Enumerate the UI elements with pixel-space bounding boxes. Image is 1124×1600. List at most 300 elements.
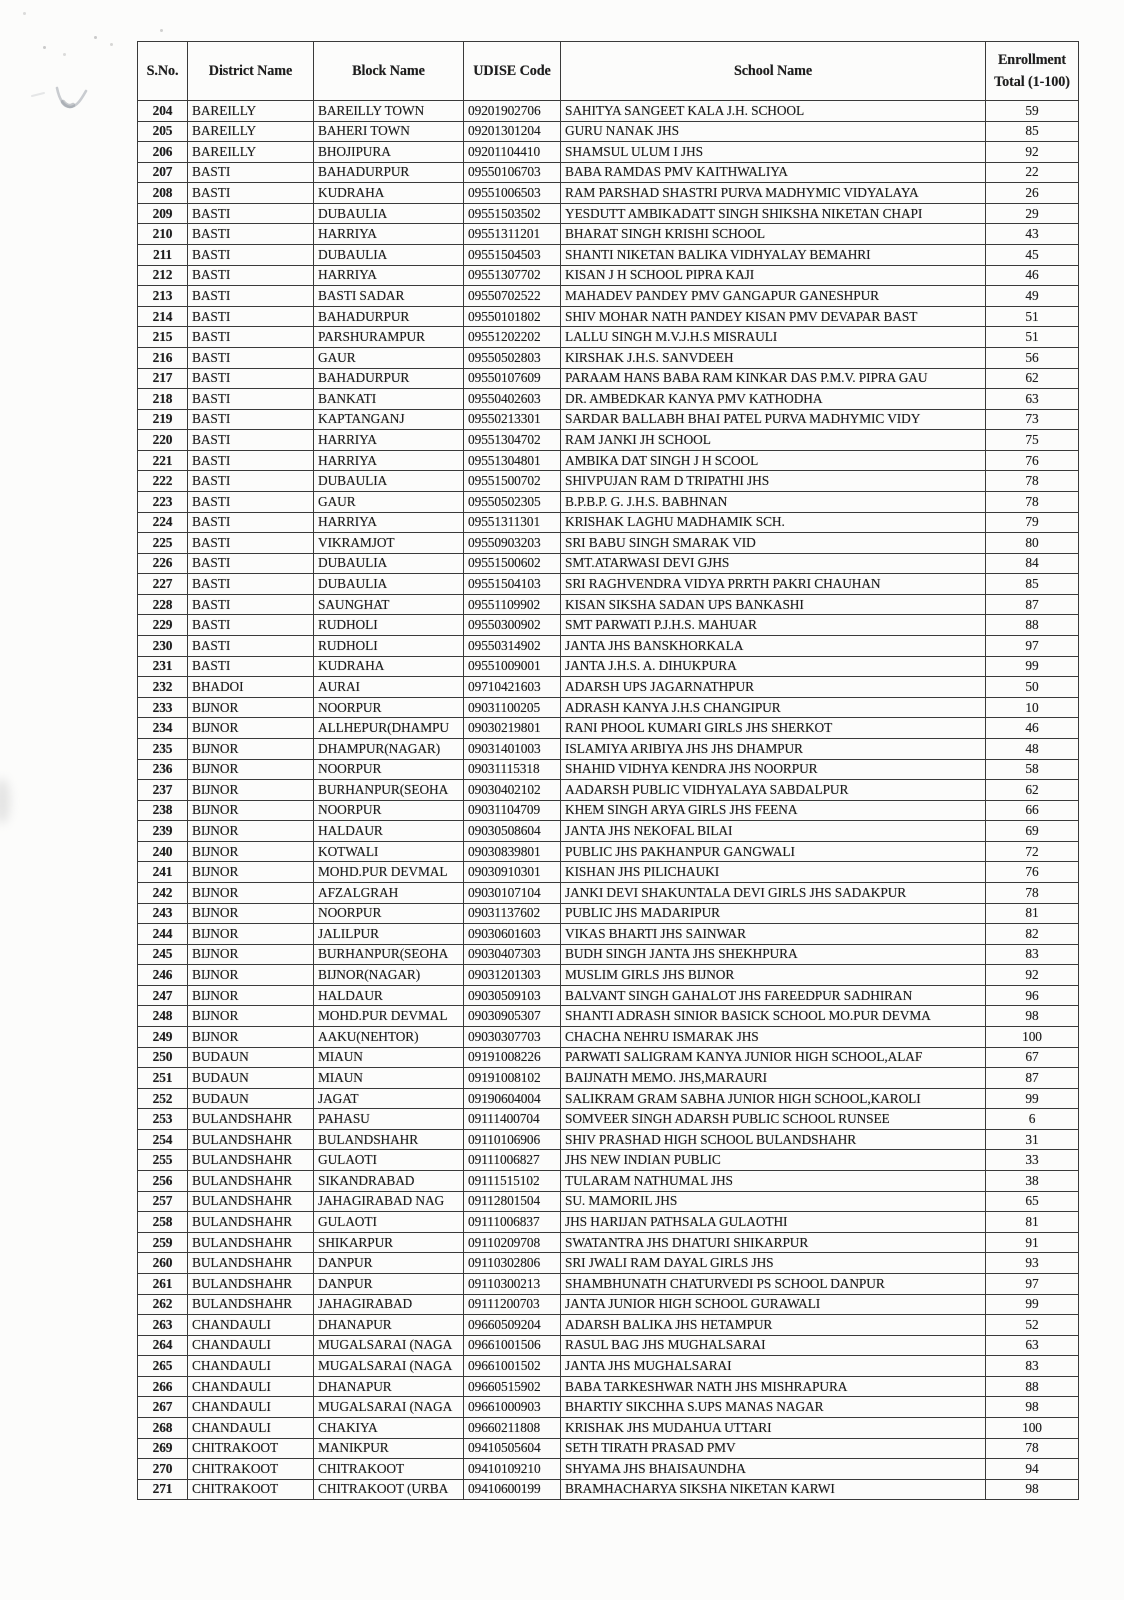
- cell-udise: 09551500602: [464, 553, 561, 574]
- cell-school: SOMVEER SINGH ADARSH PUBLIC SCHOOL RUNSEE: [561, 1109, 986, 1130]
- cell-block: HARRIYA: [314, 450, 464, 471]
- cell-enrollment: 33: [986, 1150, 1079, 1171]
- table-row: [138, 533, 1079, 554]
- table-row: [138, 574, 1079, 595]
- cell-block: DUBAULIA: [314, 574, 464, 595]
- cell-enrollment: 85: [986, 574, 1079, 595]
- table-row: [138, 1315, 1079, 1336]
- cell-enrollment: 75: [986, 430, 1079, 451]
- cell-district: BUDAUN: [188, 1088, 314, 1109]
- cell-sno: 212: [138, 265, 188, 286]
- cell-enrollment: 52: [986, 1315, 1079, 1336]
- cell-school: SHIV MOHAR NATH PANDEY KISAN PMV DEVAPAR BAST: [561, 306, 986, 327]
- table-row: [138, 121, 1079, 142]
- cell-enrollment: 6: [986, 1109, 1079, 1130]
- cell-block: PARSHURAMPUR: [314, 327, 464, 348]
- cell-school: JANKI DEVI SHAKUNTALA DEVI GIRLS JHS SADAKPUR: [561, 882, 986, 903]
- cell-sno: 229: [138, 615, 188, 636]
- cell-enrollment: 50: [986, 677, 1079, 698]
- cell-udise: 09550502305: [464, 491, 561, 512]
- cell-school: SRI JWALI RAM DAYAL GIRLS JHS: [561, 1253, 986, 1274]
- cell-sno: 236: [138, 759, 188, 780]
- cell-school: PUBLIC JHS MADARIPUR: [561, 903, 986, 924]
- cell-district: BASTI: [188, 491, 314, 512]
- cell-district: BIJNOR: [188, 841, 314, 862]
- cell-enrollment: 67: [986, 1047, 1079, 1068]
- cell-school: ADARSH BALIKA JHS HETAMPUR: [561, 1315, 986, 1336]
- cell-enrollment: 80: [986, 533, 1079, 554]
- cell-district: BASTI: [188, 265, 314, 286]
- header-row: [138, 42, 1079, 101]
- cell-block: NOORPUR: [314, 697, 464, 718]
- cell-sno: 221: [138, 450, 188, 471]
- cell-enrollment: 98: [986, 1479, 1079, 1500]
- cell-block: DHAMPUR(NAGAR): [314, 738, 464, 759]
- cell-udise: 09550101802: [464, 306, 561, 327]
- cell-sno: 227: [138, 574, 188, 595]
- cell-enrollment: 43: [986, 224, 1079, 245]
- cell-block: BURHANPUR(SEOHA: [314, 780, 464, 801]
- scan-edge-smudge: [0, 778, 10, 824]
- cell-school: PARWATI SALIGRAM KANYA JUNIOR HIGH SCHOOL,ALAF: [561, 1047, 986, 1068]
- cell-udise: 09550502803: [464, 347, 561, 368]
- cell-sno: 231: [138, 656, 188, 677]
- cell-block: CHITRAKOOT (URBA: [314, 1479, 464, 1500]
- cell-block: CHAKIYA: [314, 1418, 464, 1439]
- cell-school: SARDAR BALLABH BHAI PATEL PURVA MADHYMIC VIDY: [561, 409, 986, 430]
- table-header: [138, 42, 1079, 101]
- scan-speck: [63, 53, 66, 56]
- cell-block: BAHADURPUR: [314, 162, 464, 183]
- cell-enrollment: 65: [986, 1191, 1079, 1212]
- cell-district: BIJNOR: [188, 718, 314, 739]
- table-row: [138, 265, 1079, 286]
- cell-school: SRI RAGHVENDRA VIDYA PRRTH PAKRI CHAUHAN: [561, 574, 986, 595]
- cell-enrollment: 99: [986, 1088, 1079, 1109]
- cell-udise: 09112801504: [464, 1191, 561, 1212]
- cell-sno: 232: [138, 677, 188, 698]
- cell-udise: 09550300902: [464, 615, 561, 636]
- table-row: [138, 409, 1079, 430]
- cell-district: BASTI: [188, 327, 314, 348]
- cell-district: BASTI: [188, 533, 314, 554]
- table-row: [138, 759, 1079, 780]
- cell-sno: 222: [138, 471, 188, 492]
- cell-school: JANTA J.H.S. A. DIHUKPURA: [561, 656, 986, 677]
- cell-district: BIJNOR: [188, 985, 314, 1006]
- cell-sno: 209: [138, 203, 188, 224]
- cell-school: SHAMSUL ULUM I JHS: [561, 142, 986, 163]
- cell-enrollment: 46: [986, 718, 1079, 739]
- cell-sno: 254: [138, 1129, 188, 1150]
- table-row: [138, 1397, 1079, 1418]
- cell-district: BIJNOR: [188, 759, 314, 780]
- cell-district: BASTI: [188, 286, 314, 307]
- cell-school: BAIJNATH MEMO. JHS,MARAURI: [561, 1068, 986, 1089]
- table-row: [138, 306, 1079, 327]
- cell-enrollment: 100: [986, 1418, 1079, 1439]
- cell-district: BASTI: [188, 636, 314, 657]
- cell-district: BIJNOR: [188, 780, 314, 801]
- table-row: [138, 1027, 1079, 1048]
- cell-sno: 262: [138, 1294, 188, 1315]
- cell-sno: 225: [138, 533, 188, 554]
- cell-school: AADARSH PUBLIC VIDHYALAYA SABDALPUR: [561, 780, 986, 801]
- cell-enrollment: 83: [986, 944, 1079, 965]
- cell-school: KISAN J H SCHOOL PIPRA KAJI: [561, 265, 986, 286]
- cell-district: BULANDSHAHR: [188, 1253, 314, 1274]
- cell-enrollment: 99: [986, 1294, 1079, 1315]
- cell-udise: 09111400704: [464, 1109, 561, 1130]
- cell-school: RASUL BAG JHS MUGHALSARAI: [561, 1335, 986, 1356]
- cell-enrollment: 38: [986, 1171, 1079, 1192]
- cell-school: SHIVPUJAN RAM D TRIPATHI JHS: [561, 471, 986, 492]
- cell-district: BASTI: [188, 553, 314, 574]
- cell-sno: 248: [138, 1006, 188, 1027]
- cell-udise: 09550106703: [464, 162, 561, 183]
- cell-udise: 09030509103: [464, 985, 561, 1006]
- cell-district: BIJNOR: [188, 821, 314, 842]
- col-header-udise: UDISE Code: [464, 42, 561, 101]
- cell-sno: 264: [138, 1335, 188, 1356]
- cell-school: KISAN SIKSHA SADAN UPS BANKASHI: [561, 594, 986, 615]
- cell-udise: 09030219801: [464, 718, 561, 739]
- cell-udise: 09110209708: [464, 1232, 561, 1253]
- table-row: [138, 1129, 1079, 1150]
- cell-sno: 218: [138, 389, 188, 410]
- cell-block: DUBAULIA: [314, 203, 464, 224]
- cell-block: DANPUR: [314, 1253, 464, 1274]
- cell-block: JAGAT: [314, 1088, 464, 1109]
- table-row: [138, 697, 1079, 718]
- table-row: [138, 101, 1079, 122]
- cell-udise: 09661001502: [464, 1356, 561, 1377]
- cell-district: CHANDAULI: [188, 1376, 314, 1397]
- cell-block: DHANAPUR: [314, 1315, 464, 1336]
- cell-sno: 210: [138, 224, 188, 245]
- table-row: [138, 1232, 1079, 1253]
- table-row: [138, 1479, 1079, 1500]
- cell-enrollment: 76: [986, 862, 1079, 883]
- cell-enrollment: 84: [986, 553, 1079, 574]
- table-row: [138, 944, 1079, 965]
- cell-block: HARRIYA: [314, 512, 464, 533]
- cell-school: ADRASH KANYA J.H.S CHANGIPUR: [561, 697, 986, 718]
- cell-sno: 251: [138, 1068, 188, 1089]
- cell-udise: 09661000903: [464, 1397, 561, 1418]
- table-row: [138, 1418, 1079, 1439]
- cell-enrollment: 94: [986, 1459, 1079, 1480]
- cell-district: BULANDSHAHR: [188, 1191, 314, 1212]
- cell-udise: 09660509204: [464, 1315, 561, 1336]
- cell-district: CHANDAULI: [188, 1335, 314, 1356]
- cell-school: SHANTI NIKETAN BALIKA VIDHYALAY BEMAHRI: [561, 245, 986, 266]
- cell-district: CHANDAULI: [188, 1356, 314, 1377]
- table-row: [138, 286, 1079, 307]
- cell-district: BIJNOR: [188, 944, 314, 965]
- table-row: [138, 327, 1079, 348]
- cell-udise: 09410600199: [464, 1479, 561, 1500]
- cell-district: BUDAUN: [188, 1068, 314, 1089]
- cell-enrollment: 93: [986, 1253, 1079, 1274]
- cell-district: BASTI: [188, 615, 314, 636]
- cell-sno: 206: [138, 142, 188, 163]
- cell-school: SU. MAMORIL JHS: [561, 1191, 986, 1212]
- cell-district: BIJNOR: [188, 882, 314, 903]
- cell-district: BASTI: [188, 574, 314, 595]
- cell-udise: 09030601603: [464, 924, 561, 945]
- cell-sno: 234: [138, 718, 188, 739]
- cell-sno: 259: [138, 1232, 188, 1253]
- cell-block: DUBAULIA: [314, 471, 464, 492]
- cell-district: BULANDSHAHR: [188, 1232, 314, 1253]
- cell-sno: 241: [138, 862, 188, 883]
- cell-sno: 247: [138, 985, 188, 1006]
- cell-block: KUDRAHA: [314, 183, 464, 204]
- cell-school: TULARAM NATHUMAL JHS: [561, 1171, 986, 1192]
- cell-udise: 09030910301: [464, 862, 561, 883]
- table-row: [138, 656, 1079, 677]
- cell-block: BURHANPUR(SEOHA: [314, 944, 464, 965]
- table-row: [138, 636, 1079, 657]
- table-row: [138, 1294, 1079, 1315]
- cell-school: BALVANT SINGH GAHALOT JHS FAREEDPUR SADHIRAN: [561, 985, 986, 1006]
- cell-school: MAHADEV PANDEY PMV GANGAPUR GANESHPUR: [561, 286, 986, 307]
- cell-enrollment: 88: [986, 615, 1079, 636]
- cell-sno: 244: [138, 924, 188, 945]
- cell-enrollment: 31: [986, 1129, 1079, 1150]
- cell-udise: 09191008226: [464, 1047, 561, 1068]
- cell-udise: 09551500702: [464, 471, 561, 492]
- cell-sno: 216: [138, 347, 188, 368]
- col-header-enrollment: Enrollment Total (1-100): [986, 42, 1079, 101]
- cell-district: BASTI: [188, 594, 314, 615]
- cell-sno: 213: [138, 286, 188, 307]
- cell-enrollment: 63: [986, 1335, 1079, 1356]
- table-row: [138, 985, 1079, 1006]
- cell-enrollment: 46: [986, 265, 1079, 286]
- cell-enrollment: 81: [986, 1212, 1079, 1233]
- cell-sno: 238: [138, 800, 188, 821]
- cell-enrollment: 78: [986, 882, 1079, 903]
- cell-district: CHANDAULI: [188, 1315, 314, 1336]
- cell-sno: 217: [138, 368, 188, 389]
- cell-enrollment: 85: [986, 121, 1079, 142]
- cell-udise: 09551504103: [464, 574, 561, 595]
- cell-block: SHIKARPUR: [314, 1232, 464, 1253]
- table-row: [138, 1335, 1079, 1356]
- cell-block: VIKRAMJOT: [314, 533, 464, 554]
- cell-sno: 235: [138, 738, 188, 759]
- table-row: [138, 1212, 1079, 1233]
- cell-udise: 09550314902: [464, 636, 561, 657]
- cell-sno: 249: [138, 1027, 188, 1048]
- cell-district: BASTI: [188, 306, 314, 327]
- cell-school: SALIKRAM GRAM SABHA JUNIOR HIGH SCHOOL,KAROLI: [561, 1088, 986, 1109]
- cell-block: JAHAGIRABAD: [314, 1294, 464, 1315]
- cell-udise: 09111006837: [464, 1212, 561, 1233]
- cell-school: JANTA JHS NEKOFAL BILAI: [561, 821, 986, 842]
- table-row: [138, 1047, 1079, 1068]
- cell-udise: 09030307703: [464, 1027, 561, 1048]
- cell-district: BASTI: [188, 471, 314, 492]
- cell-sno: 256: [138, 1171, 188, 1192]
- cell-sno: 265: [138, 1356, 188, 1377]
- cell-block: BAHADURPUR: [314, 306, 464, 327]
- cell-sno: 242: [138, 882, 188, 903]
- cell-block: MIAUN: [314, 1047, 464, 1068]
- cell-sno: 207: [138, 162, 188, 183]
- cell-district: CHITRAKOOT: [188, 1438, 314, 1459]
- cell-district: BASTI: [188, 183, 314, 204]
- col-header-district: District Name: [188, 42, 314, 101]
- cell-udise: 09410505604: [464, 1438, 561, 1459]
- cell-sno: 226: [138, 553, 188, 574]
- cell-enrollment: 87: [986, 594, 1079, 615]
- cell-udise: 09031401003: [464, 738, 561, 759]
- scan-speck: [43, 46, 46, 49]
- pen-checkmark-icon: [22, 74, 112, 124]
- cell-sno: 239: [138, 821, 188, 842]
- cell-udise: 09551503502: [464, 203, 561, 224]
- table-row: [138, 450, 1079, 471]
- cell-udise: 09030407303: [464, 944, 561, 965]
- cell-block: AAKU(NEHTOR): [314, 1027, 464, 1048]
- cell-district: BIJNOR: [188, 738, 314, 759]
- cell-block: NOORPUR: [314, 759, 464, 780]
- cell-sno: 223: [138, 491, 188, 512]
- cell-school: ADARSH UPS JAGARNATHPUR: [561, 677, 986, 698]
- cell-block: BAREILLY TOWN: [314, 101, 464, 122]
- col-header-school: School Name: [561, 42, 986, 101]
- table-row: [138, 162, 1079, 183]
- cell-enrollment: 45: [986, 245, 1079, 266]
- cell-sno: 219: [138, 409, 188, 430]
- cell-sno: 255: [138, 1150, 188, 1171]
- cell-block: BASTI SADAR: [314, 286, 464, 307]
- cell-sno: 205: [138, 121, 188, 142]
- table-row: [138, 368, 1079, 389]
- cell-school: KIRSHAK J.H.S. SANVDEEH: [561, 347, 986, 368]
- scan-speck: [23, 12, 26, 15]
- cell-district: BASTI: [188, 409, 314, 430]
- cell-sno: 258: [138, 1212, 188, 1233]
- cell-enrollment: 73: [986, 409, 1079, 430]
- cell-block: KAPTANGANJ: [314, 409, 464, 430]
- table-row: [138, 491, 1079, 512]
- cell-udise: 09031115318: [464, 759, 561, 780]
- cell-school: SMT.ATARWASI DEVI GJHS: [561, 553, 986, 574]
- table-row: [138, 1356, 1079, 1377]
- cell-school: SAHITYA SANGEET KALA J.H. SCHOOL: [561, 101, 986, 122]
- cell-school: YESDUTT AMBIKADATT SINGH SHIKSHA NIKETAN CHAPI: [561, 203, 986, 224]
- cell-enrollment: 81: [986, 903, 1079, 924]
- cell-udise: 09551504503: [464, 245, 561, 266]
- cell-school: JHS NEW INDIAN PUBLIC: [561, 1150, 986, 1171]
- cell-school: JHS HARIJAN PATHSALA GULAOTHI: [561, 1212, 986, 1233]
- cell-district: BASTI: [188, 656, 314, 677]
- cell-udise: 09660515902: [464, 1376, 561, 1397]
- table-row: [138, 800, 1079, 821]
- table-row: [138, 512, 1079, 533]
- cell-block: GAUR: [314, 347, 464, 368]
- cell-district: BIJNOR: [188, 903, 314, 924]
- table-row: [138, 553, 1079, 574]
- cell-udise: 09710421603: [464, 677, 561, 698]
- cell-block: KUDRAHA: [314, 656, 464, 677]
- cell-sno: 250: [138, 1047, 188, 1068]
- cell-udise: 09031100205: [464, 697, 561, 718]
- cell-sno: 224: [138, 512, 188, 533]
- scan-speck: [110, 43, 113, 46]
- cell-school: KRISHAK JHS MUDAHUA UTTARI: [561, 1418, 986, 1439]
- cell-school: AMBIKA DAT SINGH J H SCOOL: [561, 450, 986, 471]
- cell-enrollment: 92: [986, 142, 1079, 163]
- cell-school: ISLAMIYA ARIBIYA JHS JHS DHAMPUR: [561, 738, 986, 759]
- cell-district: BULANDSHAHR: [188, 1212, 314, 1233]
- cell-sno: 214: [138, 306, 188, 327]
- table-body: [138, 101, 1079, 1500]
- cell-district: BASTI: [188, 347, 314, 368]
- cell-block: MUGALSARAI (NAGA: [314, 1356, 464, 1377]
- cell-udise: 09551009001: [464, 656, 561, 677]
- cell-sno: 215: [138, 327, 188, 348]
- table-row: [138, 1273, 1079, 1294]
- cell-sno: 204: [138, 101, 188, 122]
- cell-block: BAHADURPUR: [314, 368, 464, 389]
- cell-district: BASTI: [188, 450, 314, 471]
- cell-enrollment: 78: [986, 1438, 1079, 1459]
- cell-enrollment: 97: [986, 636, 1079, 657]
- cell-district: BULANDSHAHR: [188, 1171, 314, 1192]
- cell-block: GAUR: [314, 491, 464, 512]
- cell-block: NOORPUR: [314, 903, 464, 924]
- table-row: [138, 203, 1079, 224]
- cell-sno: 269: [138, 1438, 188, 1459]
- cell-school: LALLU SINGH M.V.J.H.S MISRAULI: [561, 327, 986, 348]
- cell-udise: 09111200703: [464, 1294, 561, 1315]
- cell-udise: 09550903203: [464, 533, 561, 554]
- cell-sno: 266: [138, 1376, 188, 1397]
- cell-udise: 09201301204: [464, 121, 561, 142]
- cell-udise: 09030508604: [464, 821, 561, 842]
- cell-district: BASTI: [188, 368, 314, 389]
- scan-speck: [160, 29, 163, 32]
- cell-district: BIJNOR: [188, 800, 314, 821]
- cell-school: BHARTIY SIKCHHA S.UPS MANAS NAGAR: [561, 1397, 986, 1418]
- cell-enrollment: 72: [986, 841, 1079, 862]
- cell-enrollment: 97: [986, 1273, 1079, 1294]
- cell-enrollment: 29: [986, 203, 1079, 224]
- cell-block: SAUNGHAT: [314, 594, 464, 615]
- table-row: [138, 1191, 1079, 1212]
- cell-enrollment: 58: [986, 759, 1079, 780]
- cell-district: CHANDAULI: [188, 1418, 314, 1439]
- cell-district: BASTI: [188, 512, 314, 533]
- cell-district: BASTI: [188, 162, 314, 183]
- cell-block: JAHAGIRABAD NAG: [314, 1191, 464, 1212]
- cell-block: DUBAULIA: [314, 245, 464, 266]
- cell-udise: 09190604004: [464, 1088, 561, 1109]
- cell-enrollment: 79: [986, 512, 1079, 533]
- cell-school: SHYAMA JHS BHAISAUNDHA: [561, 1459, 986, 1480]
- cell-sno: 228: [138, 594, 188, 615]
- cell-enrollment: 88: [986, 1376, 1079, 1397]
- cell-udise: 09110302806: [464, 1253, 561, 1274]
- cell-school: SMT PARWATI P.J.H.S. MAHUAR: [561, 615, 986, 636]
- cell-sno: 208: [138, 183, 188, 204]
- cell-block: MOHD.PUR DEVMAL: [314, 1006, 464, 1027]
